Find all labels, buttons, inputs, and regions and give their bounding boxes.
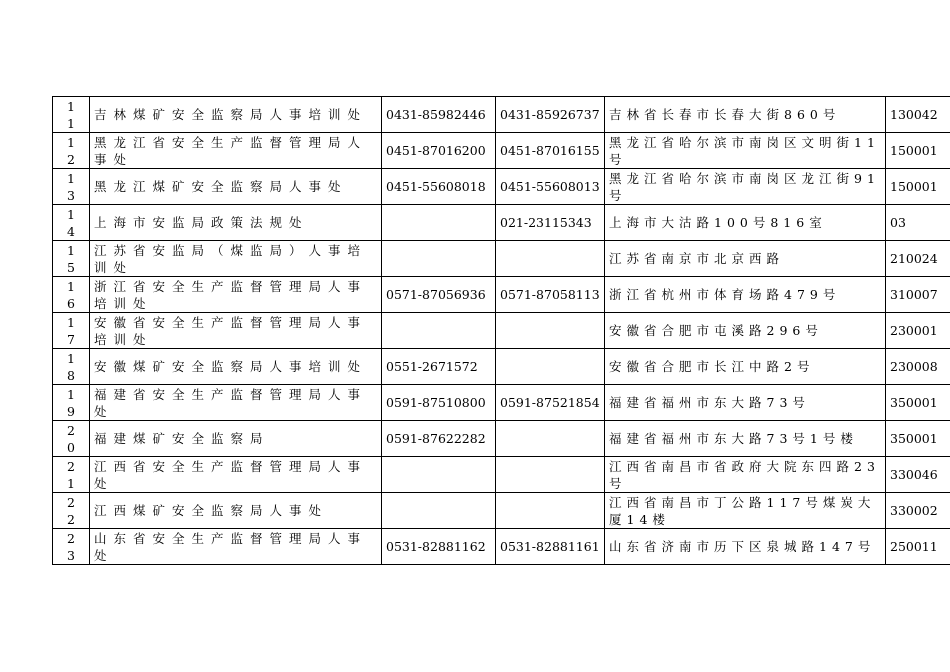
- table-row: [53, 385, 950, 421]
- postcode-cell: 130042: [886, 97, 950, 133]
- address-cell: 江苏省南京市北京西路: [605, 241, 886, 277]
- fax-cell: 0431-85926737: [496, 97, 605, 133]
- row-number: [53, 277, 90, 313]
- postcode-cell: 230008: [886, 349, 950, 385]
- phone-cell: [382, 205, 496, 241]
- fax-cell: 0591-87521854: [496, 385, 605, 421]
- organization-cell: 山东省安全生产监督管理局人事处: [90, 529, 382, 565]
- row-number: [53, 349, 90, 385]
- row-number-digit: 1: [67, 242, 75, 258]
- row-number-digit: 2: [67, 422, 75, 438]
- postcode-cell: 350001: [886, 421, 950, 457]
- row-number: [53, 457, 90, 493]
- table-row: [53, 277, 950, 313]
- row-number: [53, 421, 90, 457]
- row-number-digit: 3: [67, 187, 75, 203]
- postcode-cell: 330002: [886, 493, 950, 529]
- row-number: [53, 385, 90, 421]
- row-number-digit: 0: [67, 439, 75, 455]
- organization-cell: 福建省安全生产监督管理局人事处: [90, 385, 382, 421]
- fax-cell: [496, 421, 605, 457]
- table-row: [53, 349, 950, 385]
- organization-cell: 黑龙江省安全生产监督管理局人事处: [90, 133, 382, 169]
- row-number-digit: 3: [67, 547, 75, 563]
- postcode-cell: 310007: [886, 277, 950, 313]
- row-number: [53, 241, 90, 277]
- phone-cell: 0431-85982446: [382, 97, 496, 133]
- organization-cell: 安徽煤矿安全监察局人事培训处: [90, 349, 382, 385]
- phone-cell: [382, 493, 496, 529]
- address-cell: 安徽省合肥市屯溪路296号: [605, 313, 886, 349]
- table-row: [53, 241, 950, 277]
- row-number: [53, 529, 90, 565]
- organization-cell: 浙江省安全生产监督管理局人事培训处: [90, 277, 382, 313]
- row-number: [53, 133, 90, 169]
- table-row: [53, 421, 950, 457]
- row-number-digit: 7: [67, 331, 75, 347]
- fax-cell: [496, 349, 605, 385]
- organization-cell: 江西煤矿安全监察局人事处: [90, 493, 382, 529]
- organization-cell: 江西省安全生产监督管理局人事处: [90, 457, 382, 493]
- postcode-cell: 150001: [886, 133, 950, 169]
- table-row: [53, 529, 950, 565]
- organization-cell: 福建煤矿安全监察局: [90, 421, 382, 457]
- row-number: [53, 493, 90, 529]
- row-number-digit: 2: [67, 151, 75, 167]
- fax-cell: 0531-82881161: [496, 529, 605, 565]
- address-cell: 安徽省合肥市长江中路2号: [605, 349, 886, 385]
- fax-cell: 0451-55608013: [496, 169, 605, 205]
- phone-cell: 0591-87622282: [382, 421, 496, 457]
- row-number-digit: 1: [67, 206, 75, 222]
- phone-cell: 0591-87510800: [382, 385, 496, 421]
- row-number-digit: 1: [67, 134, 75, 150]
- fax-cell: 021-23115343: [496, 205, 605, 241]
- row-number-digit: 4: [67, 223, 75, 239]
- fax-cell: 0451-87016155: [496, 133, 605, 169]
- table-row: [53, 169, 950, 205]
- table-row: [53, 457, 950, 493]
- table-row: [53, 493, 950, 529]
- row-number-digit: 1: [67, 98, 75, 114]
- row-number-digit: 1: [67, 278, 75, 294]
- postcode-cell: 210024: [886, 241, 950, 277]
- phone-cell: [382, 457, 496, 493]
- row-number-digit: 1: [67, 475, 75, 491]
- address-cell: 浙江省杭州市体育场路479号: [605, 277, 886, 313]
- address-cell: 江西省南昌市丁公路117号煤炭大厦14楼: [605, 493, 886, 529]
- table-row: [53, 97, 950, 133]
- postcode-cell: 330046: [886, 457, 950, 493]
- phone-cell: 0571-87056936: [382, 277, 496, 313]
- postcode-cell: 230001: [886, 313, 950, 349]
- organization-cell: 上海市安监局政策法规处: [90, 205, 382, 241]
- row-number-digit: 8: [67, 367, 75, 383]
- row-number: [53, 169, 90, 205]
- postcode-cell: 03: [886, 205, 950, 241]
- postcode-cell: 350001: [886, 385, 950, 421]
- address-cell: 山东省济南市历下区泉城路147号: [605, 529, 886, 565]
- table-row: [53, 205, 950, 241]
- address-cell: 福建省福州市东大路73号: [605, 385, 886, 421]
- row-number-digit: 2: [67, 530, 75, 546]
- fax-cell: [496, 457, 605, 493]
- fax-cell: [496, 493, 605, 529]
- row-number-digit: 2: [67, 511, 75, 527]
- row-number-digit: 2: [67, 494, 75, 510]
- phone-cell: [382, 313, 496, 349]
- row-number: [53, 97, 90, 133]
- table-body: [53, 97, 950, 565]
- row-number-digit: 1: [67, 350, 75, 366]
- row-number-digit: 1: [67, 170, 75, 186]
- organization-cell: 安徽省安全生产监督管理局人事培训处: [90, 313, 382, 349]
- row-number: [53, 313, 90, 349]
- organization-cell: 吉林煤矿安全监察局人事培训处: [90, 97, 382, 133]
- table-row: [53, 313, 950, 349]
- address-cell: 吉林省长春市长春大街860号: [605, 97, 886, 133]
- phone-cell: 0531-82881162: [382, 529, 496, 565]
- row-number-digit: 1: [67, 115, 75, 131]
- row-number-digit: 2: [67, 458, 75, 474]
- phone-cell: [382, 241, 496, 277]
- row-number-digit: 9: [67, 403, 75, 419]
- row-number-digit: 6: [67, 295, 75, 311]
- postcode-cell: 150001: [886, 169, 950, 205]
- address-cell: 黑龙江省哈尔滨市南岗区龙江街91号: [605, 169, 886, 205]
- address-cell: 福建省福州市东大路73号1号楼: [605, 421, 886, 457]
- postcode-cell: 250011: [886, 529, 950, 565]
- address-cell: 江西省南昌市省政府大院东四路23号: [605, 457, 886, 493]
- phone-cell: 0451-87016200: [382, 133, 496, 169]
- contact-table: [52, 96, 950, 565]
- fax-cell: 0571-87058113: [496, 277, 605, 313]
- row-number-digit: 5: [67, 259, 75, 275]
- row-number: [53, 205, 90, 241]
- row-number-digit: 1: [67, 386, 75, 402]
- address-cell: 黑龙江省哈尔滨市南岗区文明街11号: [605, 133, 886, 169]
- fax-cell: [496, 313, 605, 349]
- table-row: [53, 133, 950, 169]
- row-number-digit: 1: [67, 314, 75, 330]
- organization-cell: 黑龙江煤矿安全监察局人事处: [90, 169, 382, 205]
- fax-cell: [496, 241, 605, 277]
- address-cell: 上海市大沽路100号816室: [605, 205, 886, 241]
- phone-cell: 0551-2671572: [382, 349, 496, 385]
- organization-cell: 江苏省安监局（煤监局）人事培训处: [90, 241, 382, 277]
- phone-cell: 0451-55608018: [382, 169, 496, 205]
